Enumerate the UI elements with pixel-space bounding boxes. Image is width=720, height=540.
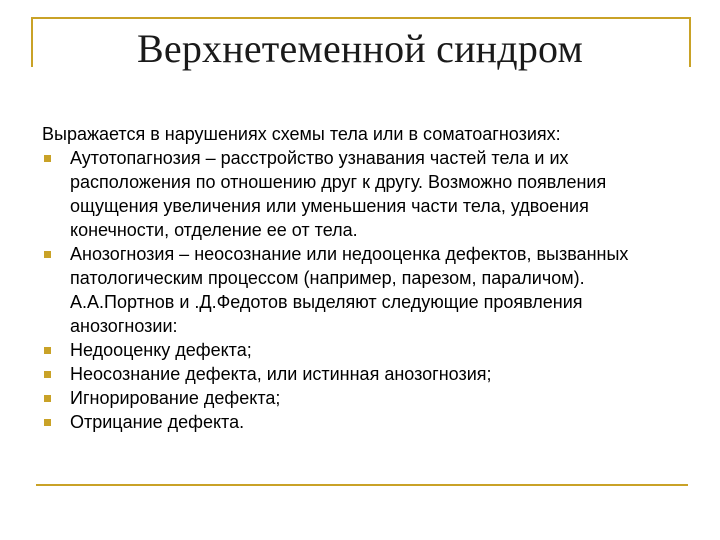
bullet-text: Анозогнозия – неосознание или недооценка дефектов, вызванных патологическим процессом (например, парезом, параличом). А.А.Портнов и .Д.Федотов выделяют следующие проявления анозогнозии:	[70, 244, 629, 336]
bullet-text: Аутотопагнозия – расстройство узнавания частей тела и их расположения по отношению друг к другу. Возможно появления ощущения увеличения или уменьшения части тела, удвоения конечности, отделение ее от тела.	[70, 148, 607, 240]
square-bullet-icon	[44, 347, 51, 354]
bullet-item	[42, 362, 692, 386]
square-bullet-icon	[44, 395, 51, 402]
square-bullet-icon	[44, 251, 51, 258]
bullet-item	[42, 146, 692, 242]
bullet-item	[42, 410, 692, 434]
frame-top-line	[31, 17, 689, 19]
bullet-item	[42, 338, 692, 362]
frame-bottom-line	[36, 484, 688, 486]
square-bullet-icon	[44, 419, 51, 426]
bullet-text: Неосознание дефекта, или истинная анозогнозия;	[70, 364, 492, 384]
bullet-text: Недооценку дефекта;	[70, 340, 252, 360]
bullet-text: Игнорирование дефекта;	[70, 388, 281, 408]
bullet-item	[42, 386, 692, 410]
bullet-item	[42, 242, 692, 338]
square-bullet-icon	[44, 371, 51, 378]
intro-text: Выражается в нарушениях схемы тела или в соматоагнозиях:	[42, 124, 561, 144]
square-bullet-icon	[44, 155, 51, 162]
slide-title: Верхнетеменной синдром	[137, 26, 583, 71]
slide-body	[42, 122, 692, 434]
bullet-list	[42, 146, 692, 434]
bullet-text: Отрицание дефекта.	[70, 412, 245, 432]
